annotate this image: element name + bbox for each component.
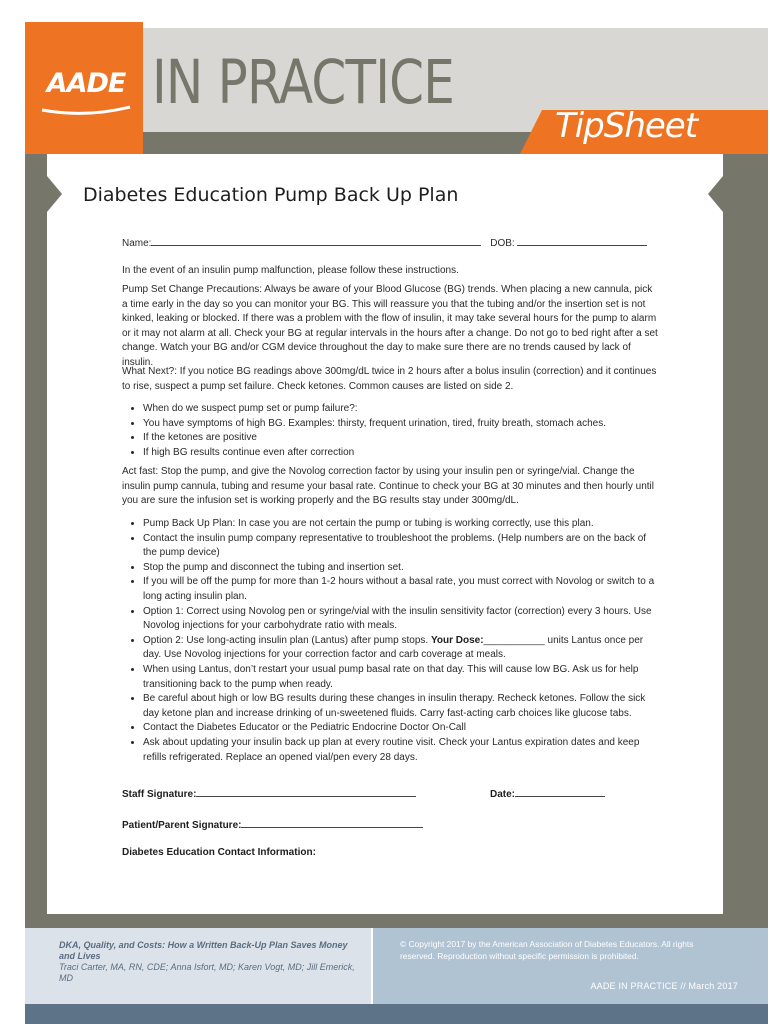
list-item: • If you will be off the pump for more than 1-2 hours without a basal rate, you must correct with Novolog or switch to a long acting insulin plan. bbox=[143, 575, 658, 604]
list-item: • When using Lantus, don’t restart your usual pump basal rate on that day. This will cause low BG. Ask us for help transitioning back to the pump when ready. bbox=[143, 663, 658, 692]
list-item: • When do we suspect pump set or pump failure?: bbox=[143, 402, 658, 417]
option2-text-cont: units Lantus once per day. Use Novolog injections for your correction factor and carb coverage at meals. bbox=[143, 634, 644, 661]
backup-plan-list bbox=[122, 517, 658, 765]
list-item: • If high BG results continue even after correction bbox=[143, 446, 658, 461]
staff-signature-label: Staff Signature: bbox=[122, 789, 197, 800]
frame-notch-left bbox=[47, 176, 62, 212]
reference-title: DKA, Quality, and Costs: How a Written Back-Up Plan Saves Money and Lives bbox=[59, 940, 348, 962]
list-item: • Contact the insulin pump company representative to troubleshoot the problems. (Help numbers are on the back of the pump device) bbox=[143, 532, 658, 561]
list-item: • Contact the Diabetes Educator or the Pediatric Endocrine Doctor On-Call bbox=[143, 721, 658, 736]
staff-signature-row bbox=[122, 786, 416, 800]
name-label: Name: bbox=[122, 238, 152, 249]
staff-signature-field[interactable] bbox=[196, 786, 416, 797]
list-item: • You have symptoms of high BG. Examples: thirsty, frequent urination, tired, fruity breath, stomach aches. bbox=[143, 417, 658, 432]
name-dob-row bbox=[122, 235, 658, 252]
page-title: Diabetes Education Pump Back Up Plan bbox=[83, 184, 459, 206]
dob-label: DOB: bbox=[490, 238, 515, 249]
patient-signature-row bbox=[122, 817, 423, 831]
list-item: • Be careful about high or low BG results during these changes in insulin therapy. Recheck ketones. Follow the sick day ketone plan and increase drinking of un-sweetened fluids. Carry fast-acting carb choices like glucose tabs. bbox=[143, 692, 658, 721]
date-field[interactable] bbox=[515, 786, 605, 797]
banner-title: IN PRACTICE bbox=[152, 47, 455, 118]
option2-text: Option 2: Use long-acting insulin plan (Lantus) after pump stops. bbox=[143, 634, 429, 646]
footer-bar bbox=[25, 1004, 768, 1024]
date-row bbox=[490, 786, 605, 800]
precautions-text: Pump Set Change Precautions: Always be aware of your Blood Glucose (BG) trends. When placing a new cannula, pick a time early in the day so you can monitor your BG. This will reassure you that the tubing and/or the insertion set is not kinked, leaking or blocked. If there was a problem with the flow of insulin, it may take several hours for the pump to alarm or it may not alarm at all. Check your BG at regular intervals in the hours after a change. Do not go to bed right after a set change. Watch your BG and/or CGM device throughout the day to make sure there are no trends caused by lack of insulin. bbox=[122, 284, 658, 368]
list-item: • Pump Back Up Plan: In case you are not certain the pump or tubing is working correctly, use this plan. bbox=[143, 517, 658, 532]
list-item bbox=[143, 634, 658, 663]
your-dose-label: Your Dose: bbox=[430, 634, 484, 646]
list-item: • Option 1: Correct using Novolog pen or syringe/vial with the insulin sensitivity factor (correction) every 3 hours. Use Novolog injections for your carbohydrate ratio with meals. bbox=[143, 605, 658, 634]
reference-authors: Traci Carter, MA, RN, CDE; Anna Isfort, MD; Karen Vogt, MD; Jill Emerick, MD bbox=[59, 962, 355, 984]
frame-notch-right bbox=[708, 176, 723, 212]
name-field[interactable] bbox=[151, 235, 481, 246]
footer-divider bbox=[371, 928, 373, 1004]
dose-field[interactable]: ___________ bbox=[483, 634, 545, 646]
patient-signature-field[interactable] bbox=[241, 817, 423, 828]
frame-right bbox=[723, 154, 768, 914]
what-next-text: What Next?: If you notice BG readings above 300mg/dL twice in 2 hours after a bolus insulin (correction) and it continues to rise, suspect a pump set failure. Check ketones. Common causes are listed on side 2. bbox=[122, 366, 657, 392]
aade-logo: AADE bbox=[46, 68, 126, 99]
list-item: • Stop the pump and disconnect the tubing and insertion set. bbox=[143, 561, 658, 576]
frame-left bbox=[25, 154, 47, 914]
patient-signature-label: Patient/Parent Signature: bbox=[122, 820, 242, 831]
logo-swoosh-icon bbox=[40, 104, 132, 116]
intro-text: In the event of an insulin pump malfunction, please follow these instructions. bbox=[122, 265, 459, 276]
copyright-text: © Copyright 2017 by the American Association of Diabetes Educators. All rights reserved. Reproduction without specific permission is prohibited. bbox=[400, 939, 694, 961]
dob-field[interactable] bbox=[517, 235, 647, 246]
list-item: • Ask about updating your insulin back up plan at every routine visit. Check your Lantus expiration dates and keep refills refrigerated. Replace an opened vial/pen every 28 days. bbox=[143, 736, 658, 765]
footer-issue-label: AADE IN PRACTICE // March 2017 bbox=[590, 981, 738, 991]
act-fast-text: Act fast: Stop the pump, and give the Novolog correction factor by using your insulin pen or syringe/vial. Change the insulin pump cannula, tubing and resume your basal rate. Continue to check your BG at 30 minutes and then hourly until you are sure the infusion set is working properly and the BG results stay under 300mg/dL. bbox=[122, 466, 654, 507]
frame-bottom bbox=[25, 914, 768, 928]
symptom-list bbox=[122, 402, 658, 460]
list-item: • If the ketones are positive bbox=[143, 431, 658, 446]
date-label: Date: bbox=[490, 789, 516, 800]
tip-sheet-label: TipSheet bbox=[554, 106, 698, 146]
contact-info-label: Diabetes Education Contact Information: bbox=[122, 847, 316, 858]
